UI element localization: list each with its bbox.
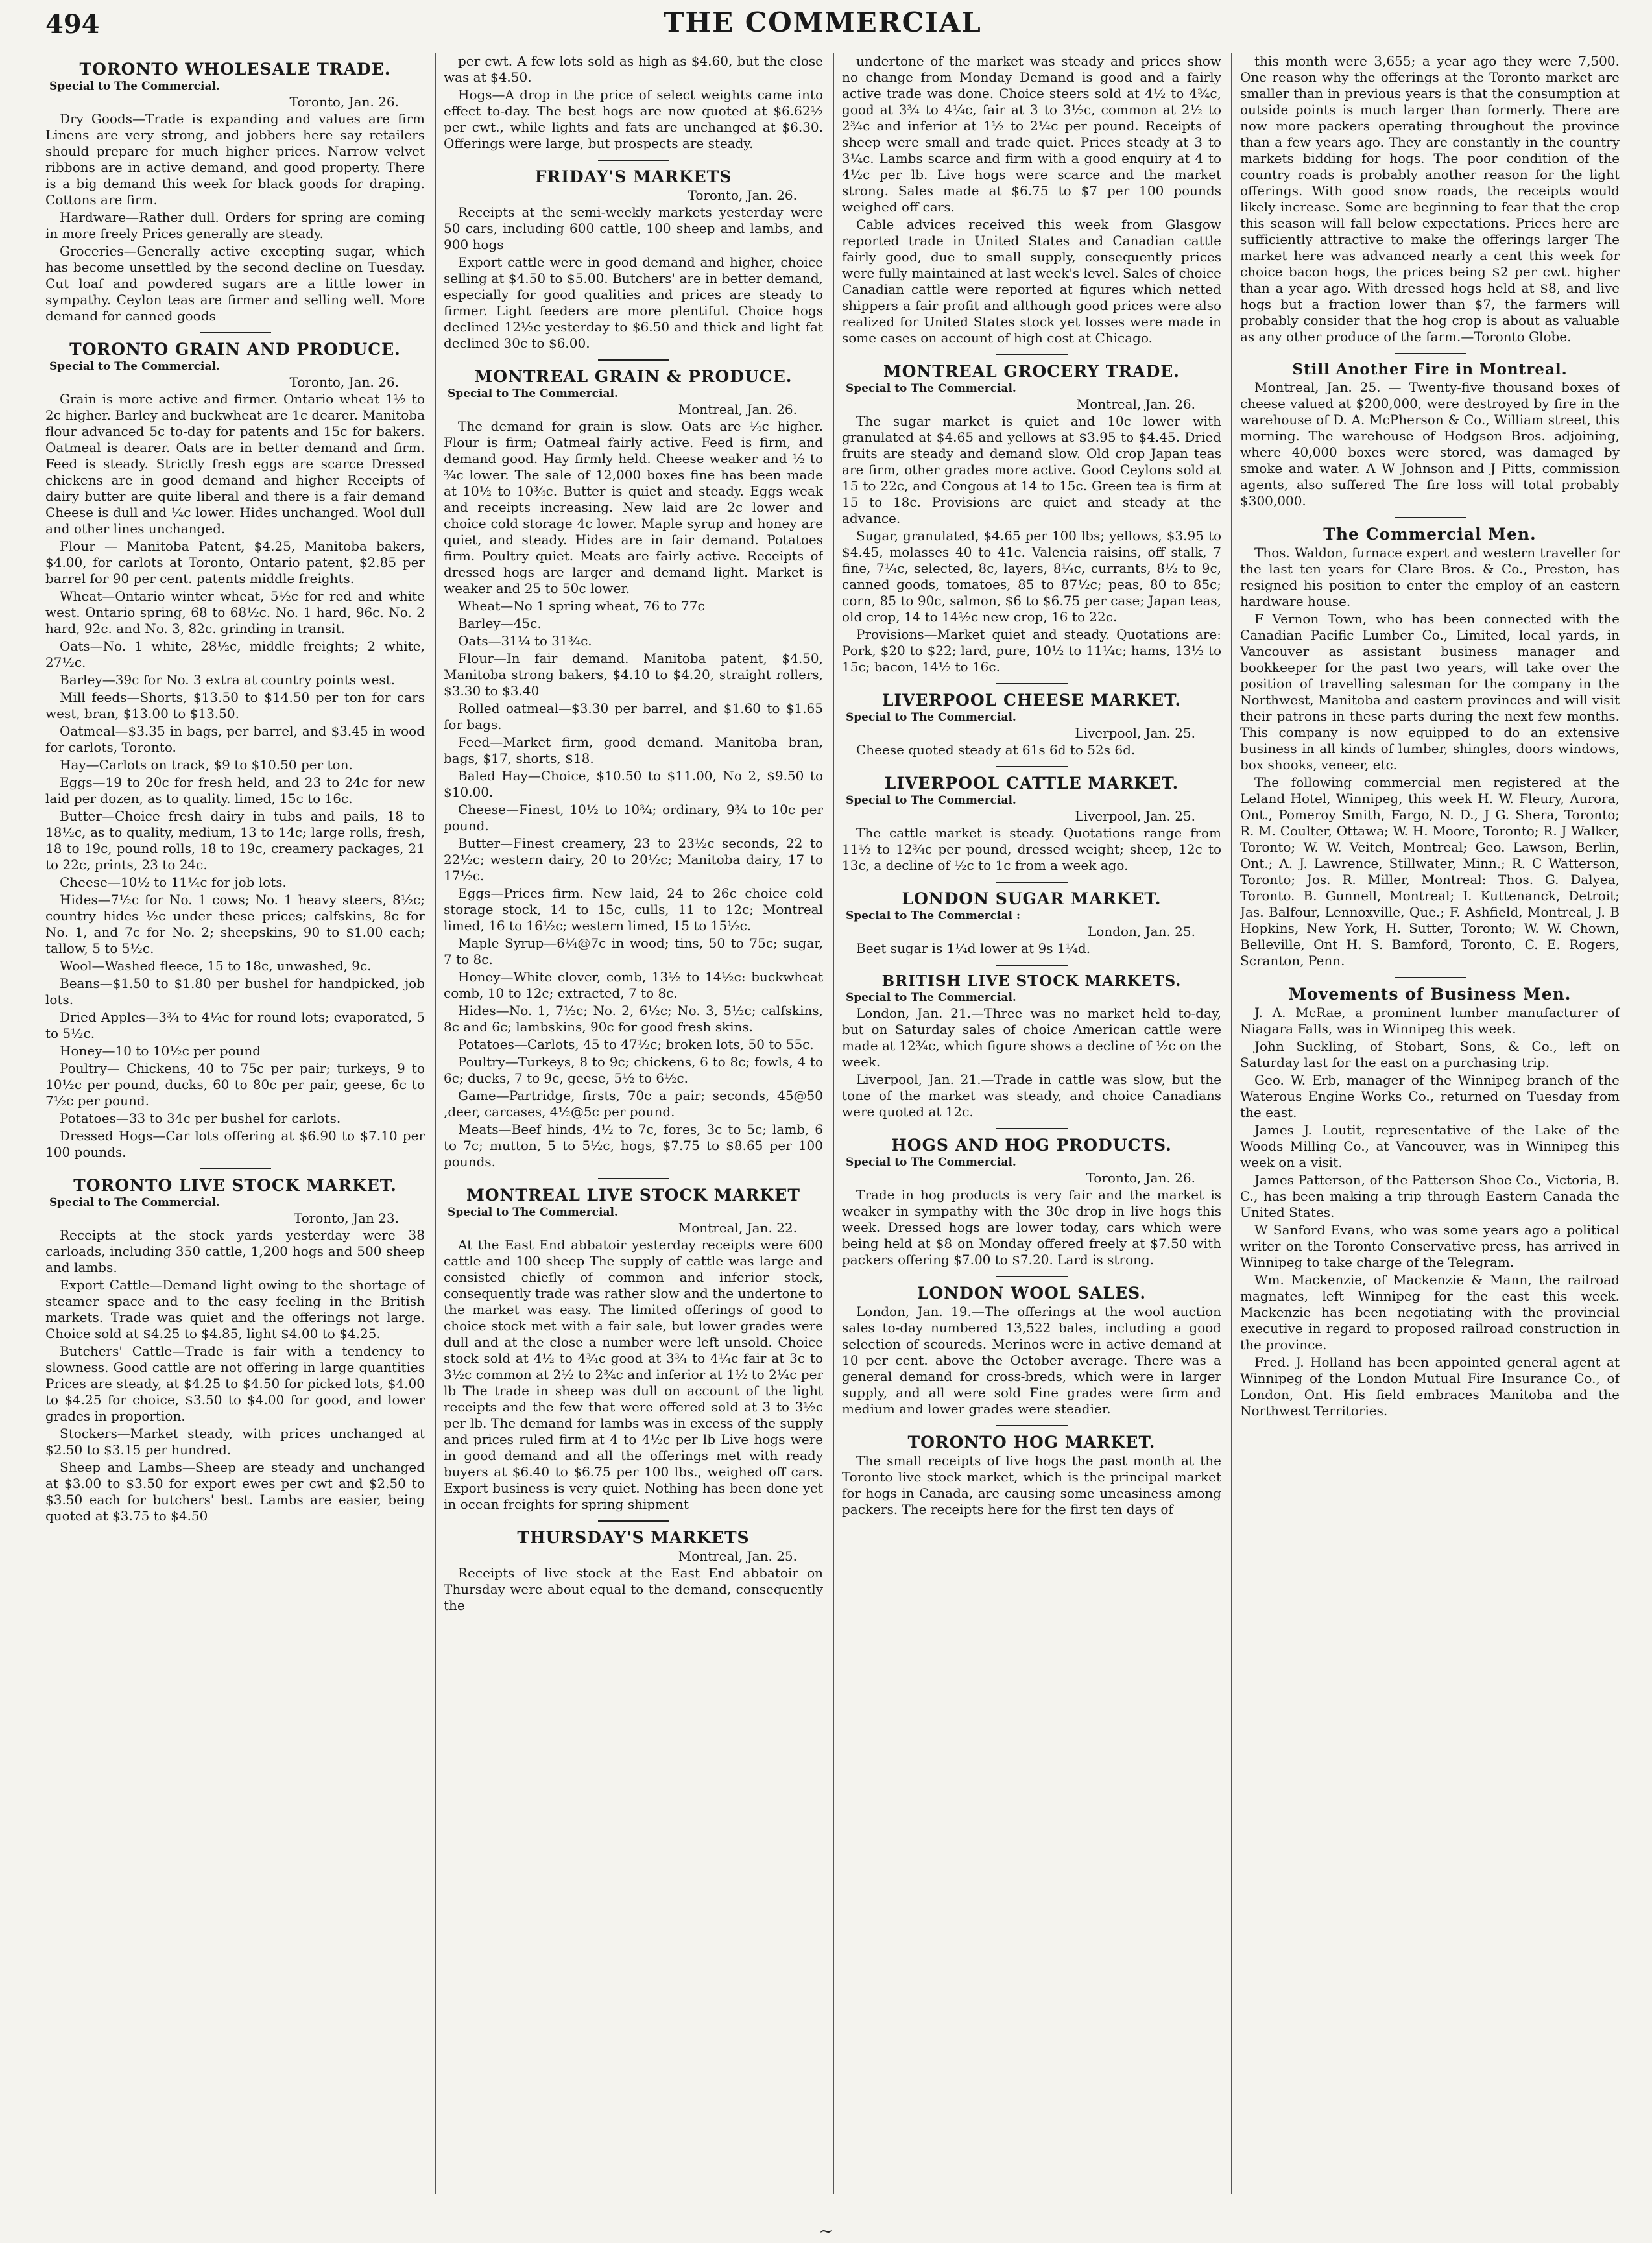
- article-paragraph: James Patterson, of the Patterson Shoe Co., Victoria, B. C., has been making a trip through Eastern Canada the United States.: [1240, 1172, 1620, 1220]
- columns-container: [45, 53, 1622, 2220]
- article-paragraph: undertone of the market was steady and prices show no change from Monday Demand is good and a fairly active trade was done. Choice steers sold at 4½ to 4¾c, good at 3¾ to 4¼c, fair at 3 to 3½c, common at 2½ to 2¾c and inferior at 1½ to 2¼c per pound. Receipts of sheep were small and trade quiet. Prices steady at 3 to 3¼c. Lambs scarce and firm with a good enquiry at 4 to 4½c per lb. Live hogs were scarce and the market strong. Sales made at $6.75 to $7 per 100 pounds weighed off cars.: [842, 53, 1221, 215]
- section-separator: [996, 1128, 1068, 1129]
- article-paragraph: Honey—10 to 10½c per pound: [60, 1043, 261, 1059]
- article-dateline: Toronto, Jan. 26.: [289, 374, 399, 390]
- article-paragraph: London, Jan. 21.—Three was no market held to-day, but on Saturday sales of choice American cattle were made at 12¾c, which figure shows a decline of ½c on the week.: [842, 1005, 1221, 1070]
- article-paragraph: Oats—31¼ to 31¾c.: [458, 633, 592, 649]
- article-title: HOGS AND HOG PRODUCTS.: [891, 1136, 1172, 1155]
- article-paragraph: Hay—Carlots on track, $9 to $10.50 per ton.: [60, 757, 353, 773]
- article-dateline: Montreal, Jan. 25.: [678, 1548, 797, 1564]
- article-paragraph: Geo. W. Erb, manager of the Winnipeg branch of the Waterous Engine Works Co., returned on Tuesday from the east.: [1240, 1072, 1620, 1120]
- article-dateline: Liverpool, Jan. 25.: [1075, 725, 1195, 741]
- article-paragraph: Beans—$1.50 to $1.80 per bushel for handpicked, job lots.: [45, 976, 425, 1007]
- article-paragraph: Stockers—Market steady, with prices unchanged at $2.50 to $3.15 per hundred.: [45, 1426, 425, 1457]
- article-paragraph: Liverpool, Jan. 21.—Trade in cattle was slow, but the tone of the market was steady, and choice Canadians were quoted at 12c.: [842, 1072, 1221, 1120]
- article-title: TORONTO GRAIN AND PRODUCE.: [69, 340, 401, 359]
- article: [45, 332, 425, 1160]
- article-paragraph: Flour — Manitoba Patent, $4.25, Manitoba bakers, $4.00, for carlots at Toronto, Ontario patent, $2.85 per barrel for 90 per cent. patents middle freights.: [45, 538, 425, 586]
- article-paragraph: Poultry— Chickens, 40 to 75c per pair; turkeys, 9 to 10½c per pound, ducks, 60 to 80c per pair, geese, 6c to 7½c per pound.: [45, 1061, 425, 1109]
- article-title: LIVERPOOL CATTLE MARKET.: [884, 774, 1179, 793]
- column-3: [842, 53, 1221, 2220]
- article-paragraph: The following commercial men registered at the Leland Hotel, Winnipeg, this week H. W. Fleury, Aurora, Ont., Pomeroy Smith, Fargo, N. D., J G. Shera, Toronto; R. M. Coulter, Ottawa; W. H. Moore, Toronto; R. J Walker, Toronto; W. W. Veitch, Montreal; Geo. Lawson, Berlin, Ont.; A. J. Lawrence, Stillwater, Minn.; R. C Watterson, Toronto; Jos. R. Miller, Montreal: Thos. G. Dalyea, Toronto. B. Gunnell, Montreal; I. Kuttenanck, Detroit; Jas. Balfour, Lennoxville, Que.; F. Ashfield, Montreal, J. B Hopkins, New York, H. Sutter, Toronto; W. W. Chown, Belleville, Ont H. S. Bamford, Toronto, C. E. Rogers, Scranton, Penn.: [1240, 774, 1620, 968]
- section-separator: [598, 160, 669, 161]
- article-paragraph: The small receipts of live hogs the past month at the Toronto live stock market, which is the principal market for hogs in Canada, are causing some uneasiness among packers. The receipts here for the first ten days of: [842, 1453, 1221, 1517]
- section-separator: [598, 1520, 669, 1522]
- page-footer-ornament: ~: [819, 2222, 833, 2241]
- article-title: LIVERPOOL CHEESE MARKET.: [881, 691, 1182, 710]
- article-paragraph: The cattle market is steady. Quotations range from 11½ to 12¾c per pound, dressed weight; sheep, 12c to 13c, a decline of ½c to 1c from a week ago.: [842, 825, 1221, 873]
- section-separator: [996, 965, 1068, 966]
- article-dateline: Toronto, Jan. 26.: [688, 187, 797, 203]
- article: [1240, 353, 1620, 509]
- article-paragraph: Wool—Washed fleece, 15 to 18c, unwashed, 9c.: [60, 958, 372, 974]
- article-byline: Special to The Commercial.: [846, 382, 1016, 395]
- article-paragraph: The sugar market is quiet and 10c lower with granulated at $4.65 and yellows at $3.95 to $4.45. Dried fruits are steady and demand slow. Old crop Japan teas are firm, other grades more active. Good Ceylons sold at 15 to 22c, and Congous at 14 to 15c. Green tea is firm at 15 to 18c. Provisions are quiet and steady at the advance.: [842, 413, 1221, 526]
- article-paragraph: Hogs—A drop in the price of select weights came into effect to-day. The best hogs are now quoted at $6.62½ per cwt., while lights and fats are unchanged at $6.30. Offerings were large, but prospects are steady.: [444, 87, 823, 151]
- article-dateline: Toronto, Jan 23.: [293, 1210, 399, 1226]
- article: [842, 882, 1221, 957]
- article-paragraph: Barley—39c for No. 3 extra at country points west.: [60, 672, 396, 688]
- article-title: THURSDAY'S MARKETS: [517, 1528, 750, 1547]
- article-byline: Special to The Commercial.: [49, 80, 220, 93]
- article-byline: Special to The Commercial :: [846, 909, 1021, 922]
- article: [842, 1425, 1221, 1518]
- article-paragraph: London, Jan. 19.—The offerings at the wool auction sales to-day numbered 13,522 bales, including a good selection of scoureds. Merinos were in active demand at 10 per cent. above the October average. There was a general demand for cross-breds, which were in larger supply, and all were sold Fine grades were firm and medium and lower grades were steadier.: [842, 1304, 1221, 1417]
- article-paragraph: Meats—Beef hinds, 4½ to 7c, fores, 3c to 5c; lamb, 6 to 7c; mutton, 5 to 5½c, hogs, $7.75 to $8.65 per 100 pounds.: [444, 1122, 823, 1169]
- article-title: MONTREAL GROCERY TRADE.: [883, 362, 1180, 381]
- article-dateline: Montreal, Jan. 26.: [678, 402, 797, 417]
- article: [45, 60, 425, 324]
- article-byline: Special to The Commercial.: [846, 991, 1016, 1004]
- article-byline: Special to The Commercial.: [846, 711, 1016, 724]
- section-separator: [996, 766, 1068, 767]
- column-4: [1240, 53, 1620, 2220]
- article-paragraph: Wm. Mackenzie, of Mackenzie & Mann, the railroad magnates, left Winnipeg for the east this week. Mackenzie has been negotiating with the provincial executive in regard to proposed railroad construction in the province.: [1240, 1272, 1620, 1352]
- article-title: FRIDAY'S MARKETS: [534, 167, 732, 186]
- article-paragraph: James J. Loutit, representative of the Lake of the Woods Milling Co., at Vancouver, was in Winnipeg this week on a visit.: [1240, 1122, 1620, 1170]
- article-paragraph: W Sanford Evans, who was some years ago a political writer on the Toronto Conservative press, has arrived in Winnipeg to take charge of the Telegram.: [1240, 1222, 1620, 1270]
- article-title: The Commercial Men.: [1323, 525, 1537, 544]
- page-number: 494: [45, 9, 100, 40]
- article: [842, 965, 1221, 1120]
- section-separator: [200, 1168, 271, 1169]
- article-title: MONTREAL LIVE STOCK MARKET: [466, 1186, 800, 1205]
- article-byline: Special to The Commercial.: [49, 360, 220, 373]
- article-title: MONTREAL GRAIN & PRODUCE.: [474, 367, 793, 386]
- article-paragraph: Fred. J. Holland has been appointed general agent at Winnipeg of the London Mutual Fire Insurance Co., of London, Ont. His field embraces Manitoba and the Northwest Territories.: [1240, 1354, 1620, 1419]
- article-byline: Special to The Commercial.: [49, 1196, 220, 1209]
- article-paragraph: Dried Apples—3¾ to 4¼c for round lots; evaporated, 5 to 5½c.: [45, 1009, 425, 1041]
- article: [45, 1168, 425, 1524]
- article-dateline: Liverpool, Jan. 25.: [1075, 808, 1195, 824]
- article-paragraph: At the East End abbatoir yesterday receipts were 600 cattle and 100 sheep The supply of cattle was large and consisted chiefly of common and inferior stock, consequently trade was rather slow and the undertone to the market was easy. The limited offerings of good to choice stock met with a fair sale, but lower grades were dull and at the close a number were left unsold. Choice stock sold at 4½ to 4¾c good at 3¾ to 4¼c fair at 3c to 3½c common at 2½ to 2¾c and inferior at 1½ to 2¼c per lb The trade in sheep was dull on account of the light receipts and the few that were offered sold at 3 to 3½c per lb. The demand for lambs was in excess of the supply and prices ruled firm at 4 to 4½c per lb Live hogs were in good demand and all the offerings met with ready buyers at $6.40 to $6.75 per 100 lbs., weighed off cars. Export business is very quiet. Nothing has been done yet in ocean freights for spring shipment: [444, 1237, 823, 1512]
- article-title: Still Another Fire in Montreal.: [1292, 361, 1568, 378]
- article-paragraph: this month were 3,655; a year ago they were 7,500. One reason why the offerings at the Toronto market are smaller than in previous years is that the consumption at outside points is much larger than formerly. There are now more packers operating throughout the province than a few years ago. They are constantly in the country markets bidding for hogs. The poor condition of the country roads is probably another reason for the light offerings. With good snow roads, the receipts would likely increase. Some are beginning to fear that the crop this season will fall below expectations. Prices here are sufficiently attractive to make the offerings larger The market here was advanced nearly a cent this week for choice bacon hogs, the prices being $2 per cwt. higher than a year ago. With dressed hogs held at $8, and live hogs but a fraction lower than $7, the farmers will probably consider that the hog crop is about as valuable as any other produce of the farm.—Toronto Globe.: [1240, 53, 1620, 344]
- article: [842, 354, 1221, 675]
- article-paragraph: Feed—Market firm, good demand. Manitoba bran, bags, $17, shorts, $18.: [444, 734, 823, 766]
- article-paragraph: Thos. Waldon, furnace expert and western traveller for the last ten years for Clare Bros. & Co., Preston, has resigned his position to enter the employ of an eastern hardware house.: [1240, 545, 1620, 609]
- article-byline: Special to The Commercial.: [448, 1206, 618, 1219]
- article: [842, 1128, 1221, 1268]
- article-paragraph: Dressed Hogs—Car lots offering at $6.90 to $7.10 per 100 pounds.: [45, 1128, 425, 1160]
- article-paragraph: Grain is more active and firmer. Ontario wheat 1½ to 2c higher. Barley and buckwheat are 1c dearer. Manitoba flour advanced 5c to-day for patents and 15c for bakers. Oatmeal is dearer. Oats are in better demand and firm. Feed is steady. Strictly fresh eggs are scarce Dressed chickens are in good demand and higher Receipts of dairy butter are quite liberal and there is a fair demand Cheese is dull and ¼c lower. Hides unchanged. Wool dull and other lines unchanged.: [45, 391, 425, 536]
- article: [1240, 517, 1620, 969]
- article-paragraph: Trade in hog products is very fair and the market is weaker in sympathy with the 30c drop in live hogs this week. Dressed hogs are lower today, cars which were being held at $8 on Monday offered freely at $7.50 with packers offering $7.00 to $7.20. Lard is strong.: [842, 1187, 1221, 1267]
- article-byline: Special to The Commercial.: [846, 794, 1016, 807]
- page-header: [45, 6, 1600, 47]
- article-paragraph: Potatoes—Carlots, 45 to 47½c; broken lots, 50 to 55c.: [458, 1037, 814, 1052]
- article-paragraph: Receipts of live stock at the East End abbatoir on Thursday were about equal to the demand, consequently the: [444, 1565, 823, 1613]
- article: [444, 53, 823, 152]
- masthead-title: THE COMMERCIAL: [664, 6, 982, 38]
- article-paragraph: Oats—No. 1 white, 28½c, middle freights; 2 white, 27½c.: [45, 638, 425, 670]
- section-separator: [996, 882, 1068, 883]
- article-paragraph: F Vernon Town, who has been connected with the Canadian Pacific Lumber Co., Limited, local yards, in Vancouver as assistant business manager and bookkeeper for the past two years, will take over the position of travelling salesman for the company in the Northwest, Manitoba and eastern provinces and will visit their patrons in these parts during the next few months. This company is now equipped to do an extensive business in all kinds of lumber, shingles, doors windows, box shooks, veneer, etc.: [1240, 611, 1620, 773]
- article-paragraph: Oatmeal—$3.35 in bags, per barrel, and $3.45 in wood for carlots, Toronto.: [45, 723, 425, 755]
- article-title: TORONTO WHOLESALE TRADE.: [79, 60, 391, 78]
- article-title: Movements of Business Men.: [1288, 985, 1572, 1003]
- article: [1240, 53, 1620, 345]
- article-paragraph: Cheese quoted steady at 61s 6d to 52s 6d.: [856, 742, 1136, 758]
- article-paragraph: Hardware—Rather dull. Orders for spring are coming in more freely Prices generally are steady.: [45, 210, 425, 241]
- article-dateline: Montreal, Jan. 22.: [678, 1220, 797, 1236]
- article-paragraph: Dry Goods—Trade is expanding and values are firm Linens are very strong, and jobbers here say retailers should prepare for much higher prices. Narrow velvet ribbons are in active demand, and good property. There is a big demand this week for black goods for draping. Cottons are firm.: [45, 111, 425, 208]
- article-paragraph: Eggs—Prices firm. New laid, 24 to 26c choice cold storage stock, 14 to 15c, culls, 11 to 12c; Montreal limed, 16 to 16½c; western limed, 15 to 15½c.: [444, 885, 823, 933]
- article-paragraph: Wheat—Ontario winter wheat, 5½c for red and white west. Ontario spring, 68 to 68½c. No. 1 hard, 96c. No. 2 hard, 92c. and No. 3, 82c. grinding in transit.: [45, 588, 425, 636]
- article-paragraph: Maple Syrup—6¼@7c in wood; tins, 50 to 75c; sugar, 7 to 8c.: [444, 935, 823, 967]
- article-paragraph: Butter—Finest creamery, 23 to 23½c seconds, 22 to 22½c; western dairy, 20 to 20½c; Manitoba dairy, 17 to 17½c.: [444, 835, 823, 883]
- section-separator: [598, 359, 669, 361]
- article-paragraph: Cheese—Finest, 10½ to 10¾; ordinary, 9¾ to 10c per pound.: [444, 802, 823, 834]
- article-title: LONDON SUGAR MARKET.: [902, 889, 1162, 908]
- article-paragraph: Export cattle were in good demand and higher, choice selling at $4.50 to $5.00. Butchers' are in better demand, especially for good qualities and prices are steady to firmer. Light feeders are more plentiful. Choice hogs declined 12½c yesterday to $6.50 and thick and light fat declined 30c to $6.00.: [444, 254, 823, 351]
- article: [842, 766, 1221, 874]
- article-paragraph: Wheat—No 1 spring wheat, 76 to 77c: [458, 598, 705, 614]
- section-separator: [1395, 353, 1466, 354]
- article: [842, 53, 1221, 346]
- article-paragraph: Cable advices received this week from Glasgow reported trade in United States and Canadian cattle fairly good, due to small supply, consequently prices were fully maintained at last week's level. Sales of choice Canadian cattle were reported at figures which netted shippers a fair profit and although good prices were also realized for United States stock yet losses were made in some cases on account of high cost at Chicago.: [842, 217, 1221, 346]
- article-title: LONDON WOOL SALES.: [916, 1284, 1147, 1302]
- article-byline: Special to The Commercial.: [448, 387, 618, 400]
- article-title: TORONTO LIVE STOCK MARKET.: [73, 1176, 397, 1195]
- section-separator: [996, 683, 1068, 684]
- article-paragraph: Beet sugar is 1¼d lower at 9s 1¼d.: [856, 941, 1091, 956]
- article-paragraph: Poultry—Turkeys, 8 to 9c; chickens, 6 to 8c; fowls, 4 to 6c; ducks, 7 to 9c, geese, 5½ to 6½c.: [444, 1054, 823, 1086]
- article-paragraph: Rolled oatmeal—$3.30 per barrel, and $1.60 to $1.65 for bags.: [444, 701, 823, 732]
- article-paragraph: Butter—Choice fresh dairy in tubs and pails, 18 to 18½c, as to quality, medium, 13 to 14c; large rolls, fresh, 18 to 19c, pound rolls, 18 to 19c, creamery packages, 21 to 22c, prints, 23 to 24c.: [45, 808, 425, 872]
- article-title: TORONTO HOG MARKET.: [907, 1433, 1156, 1452]
- column-2: [444, 53, 823, 2220]
- article-paragraph: Hides—7½c for No. 1 cows; No. 1 heavy steers, 8½c; country hides ½c under these prices; calfskins, 8c for No. 1, and 7c for No. 2; sheepskins, 90 to $1.00 each; tallow, 5 to 5½c.: [45, 892, 425, 956]
- article-byline: Special to The Commercial.: [846, 1156, 1016, 1169]
- article-paragraph: Groceries—Generally active excepting sugar, which has become unsettled by the second decline on Tuesday. Cut loaf and powdered sugars are a little lower in sympathy. Ceylon teas are firmer and selling well. More demand for canned goods: [45, 243, 425, 324]
- article-paragraph: Receipts at the semi-weekly markets yesterday were 50 cars, including 600 cattle, 100 sheep and lambs, and 900 hogs: [444, 204, 823, 252]
- article: [444, 160, 823, 352]
- section-separator: [1395, 517, 1466, 518]
- article-paragraph: The demand for grain is slow. Oats are ¼c higher. Flour is firm; Oatmeal fairly active. Feed is firm, and demand good. Hay firmly held. Cheese weaker and ½ to ¾c lower. The sale of 12,000 boxes fine has been made at 10½ to 10¾c. Butter is quiet and steady. Eggs weak and receipts increasing. New laid are 2c lower and choice cold storage 4c lower. Maple syrup and honey are quiet, and steady. Hides are in fair demand. Potatoes firm. Poultry quiet. Meats are fairly active. Receipts of dressed hogs are larger and demand light. Market is weaker and 25 to 50c lower.: [444, 418, 823, 596]
- article-paragraph: Eggs—19 to 20c for fresh held, and 23 to 24c for new laid per dozen, as to quality. limed, 15c to 16c.: [45, 774, 425, 806]
- article: [842, 683, 1221, 758]
- article-paragraph: J. A. McRae, a prominent lumber manufacturer of Niagara Falls, was in Winnipeg this week.: [1240, 1005, 1620, 1037]
- article-dateline: London, Jan. 25.: [1088, 924, 1195, 939]
- article-paragraph: Barley—45c.: [458, 616, 542, 631]
- column-1: [45, 53, 425, 2220]
- article-paragraph: Game—Partridge, firsts, 70c a pair; seconds, 45@50 ,deer, carcases, 4½@5c per pound.: [444, 1088, 823, 1120]
- article-dateline: Toronto, Jan. 26.: [289, 94, 399, 110]
- section-separator: [1395, 977, 1466, 978]
- article-paragraph: John Suckling, of Stobart, Sons, & Co., left on Saturday last for the east on a purchasing trip.: [1240, 1038, 1620, 1070]
- article-paragraph: Sheep and Lambs—Sheep are steady and unchanged at $3.00 to $3.50 for export ewes per cwt and $2.50 to $3.50 each for butchers' best. Lambs are easier, being quoted at $3.75 to $4.50: [45, 1459, 425, 1524]
- article: [444, 359, 823, 1170]
- article-paragraph: Mill feeds—Shorts, $13.50 to $14.50 per ton for cars west, bran, $13.00 to $13.50.: [45, 690, 425, 721]
- article: [1240, 977, 1620, 1419]
- article: [842, 1276, 1221, 1417]
- article: [444, 1178, 823, 1513]
- article-paragraph: Sugar, granulated, $4.65 per 100 lbs; yellows, $3.95 to $4.45, molasses 40 to 41c. Valencia raisins, off stalk, 7 fine, 7¼c, selected, 8c, layers, 8¼c, currants, 8½ to 9c, canned goods, tomatoes, 85 to 87½c; peas, 80 to 85c; corn, 85 to 90c, salmon, $6 to $6.75 per case; Japan teas, old crop, 14 to 14½c new crop, 16 to 22c.: [842, 528, 1221, 625]
- article-paragraph: Receipts at the stock yards yesterday were 38 carloads, including 350 cattle, 1,200 hogs and 500 sheep and lambs.: [45, 1227, 425, 1275]
- section-separator: [996, 354, 1068, 355]
- section-separator: [598, 1178, 669, 1179]
- section-separator: [996, 1276, 1068, 1277]
- section-separator: [996, 1425, 1068, 1426]
- article-paragraph: Potatoes—33 to 34c per bushel for carlots.: [60, 1110, 341, 1126]
- article-dateline: Montreal, Jan. 26.: [1076, 396, 1195, 412]
- article-paragraph: Honey—White clover, comb, 13½ to 14½c: buckwheat comb, 10 to 12c; extracted, 7 to 8c.: [444, 969, 823, 1001]
- article-paragraph: Butchers' Cattle—Trade is fair with a tendency to slowness. Good cattle are not offering in large quantities Prices are steady, at $4.25 to $4.50 for picked lots, $4.00 to $4.25 for choice, $3.50 to $4.00 for good, and lower grades in proportion.: [45, 1343, 425, 1424]
- article-title: BRITISH LIVE STOCK MARKETS.: [881, 972, 1182, 990]
- article-paragraph: Hides—No. 1, 7½c; No. 2, 6½c; No. 3, 5½c; calfskins, 8c and 6c; lambskins, 90c for good fresh skins.: [444, 1003, 823, 1035]
- article-dateline: Toronto, Jan. 26.: [1086, 1170, 1195, 1186]
- article-paragraph: Provisions—Market quiet and steady. Quotations are: Pork, $20 to $22; lard, pure, 10½ to 11¼c; hams, 13½ to 15c; bacon, 14½ to 16c.: [842, 627, 1221, 675]
- article: [444, 1520, 823, 1614]
- article-paragraph: Cheese—10½ to 11¼c for job lots.: [60, 874, 287, 890]
- section-separator: [200, 332, 271, 333]
- article-paragraph: Export Cattle—Demand light owing to the shortage of steamer space and to the easy feeling in the British markets. Trade was quiet and the offerings not large. Choice sold at $4.25 to $4.85, light $4.00 to $4.25.: [45, 1277, 425, 1341]
- article-paragraph: Flour—In fair demand. Manitoba patent, $4.50, Manitoba strong bakers, $4.10 to $4.20, straight rollers, $3.30 to $3.40: [444, 651, 823, 699]
- article-paragraph: Montreal, Jan. 25. — Twenty-five thousand boxes of cheese valued at $200,000, were destroyed by fire in the warehouse of D. A. McPherson & Co., William street, this morning. The warehouse of Hodgson Bros. adjoining, where 40,000 boxes were stored, was damaged by smoke and water. A W Johnson and J Pitts, commission agents, also suffered The fire loss will total probably $300,000.: [1240, 379, 1620, 509]
- article-paragraph: Baled Hay—Choice, $10.50 to $11.00, No 2, $9.50 to $10.00.: [444, 768, 823, 800]
- article-paragraph: per cwt. A few lots sold as high as $4.60, but the close was at $4.50.: [444, 53, 823, 85]
